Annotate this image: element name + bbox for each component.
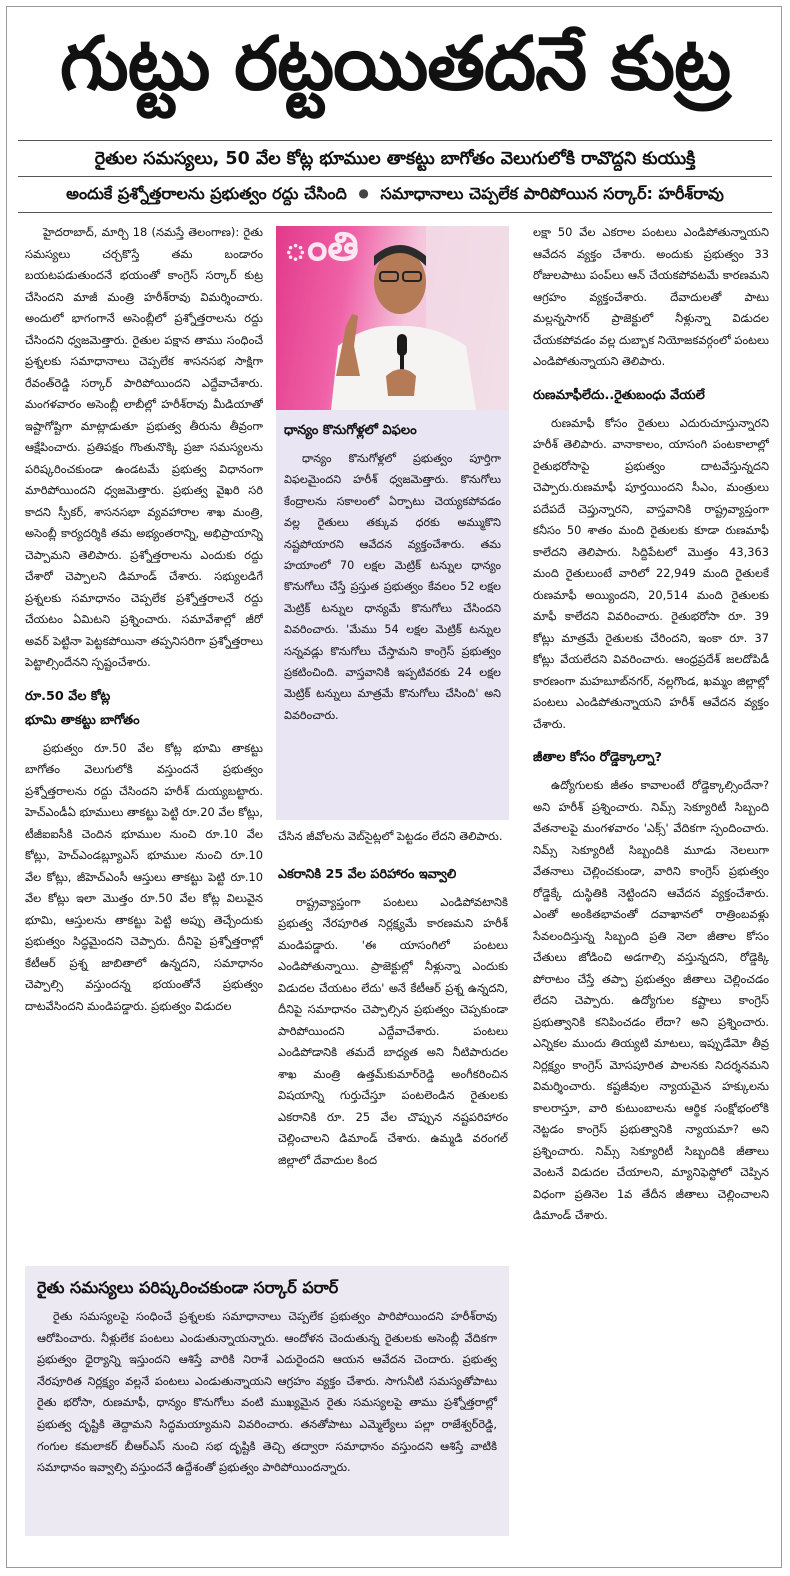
subheading: ఎకరానికి 25 వేల పరిహారం ఇవ్వాలి xyxy=(278,866,457,882)
headline: గుట్టు రట్టయితదనే కుట్ర xyxy=(59,21,731,107)
column-3 xyxy=(533,222,769,1562)
divider xyxy=(18,212,772,213)
divider xyxy=(18,176,772,177)
paragraph: ఉద్యోగులకు జీతం కావాలంటే రోడ్డెక్కాల్సిందేనా? అని హరీశ్ ప్రశ్నించారు. నిమ్స్ సెక్యూరిటీ సిబ్బంది వేతనాలపై మంగళవారం 'ఎక్స్' వేదికగా స్పందించారు. నిమ్స్ సెక్యూరిటీ సిబ్బందికి మూడు నెలలుగా వేతనాలు చెల్లించకుండా, వారిని కాంగ్రెస్ ప్రభుత్వం రోడ్డెక్కే దుస్థితికి నెట్టిందని ఆవేదన వ్యక్తంచేశారు. ఎంతో అంకితభావంతో దవాఖానలో రాత్రింబవళ్లు సేవలందిస్తున్న సిబ్బంది ప్రతి నెలా జీతాల కోసం చేతులు జోడించి అడగాల్సి వస్తున్నదని, రోడ్డెక్కి పోరాటం చేస్తే తప్పా ప్రభుత్వం జీతాలు చెల్లించడం లేదని చెప్పారు. ఉద్యోగుల కష్టాలు కాంగ్రెస్ ప్రభుత్వానికి కనిపించడం లేదా? అని ప్రశ్నించారు. ఎన్నికల ముందు తియ్యటి మాటలు, ఇప్పుడేమో తీవ్ర నిర్లక్ష్యం కాంగ్రెస్ మోసపూరిత పాలనకు నిదర్శనమని విమర్శించారు. కష్టజీవుల న్యాయమైన హక్కులను కాలరాస్తూ, వారి కుటుంబాలను ఆర్థిక సంక్షోభంలోకి నెట్టడం కాంగ్రెస్ ప్రభుత్వానికి న్యాయమా? అని ప్రశ్నించారు. నిమ్స్ సెక్యూరిటీ సిబ్బందికి జీతాలు వెంటనే విడుదల చేయాలని, మ్యానిఫెస్టోలో చెప్పిన విధంగా ప్రతినెల 1వ తేదీన జీతాలు చెల్లించాలని డిమాండ్ చేశారు. xyxy=(533,778,769,1222)
photo-backdrop-text: ంతి xyxy=(284,226,359,270)
subheading: రూ.50 వేల కోట్ల xyxy=(25,688,111,704)
deck-right: సమాధానాలు చెప్పలేక పారిపోయిన సర్కార్: హరీశ్‌రావు xyxy=(380,184,724,203)
boxed-story xyxy=(25,1266,509,1536)
deck-left: అందుకే ప్రశ్నోత్తరాలను ప్రభుత్వం రద్దు చేసింది xyxy=(66,184,347,203)
bullet-icon: ● xyxy=(358,186,369,200)
box-heading: ధాన్యం కొనుగోళ్లలో విఫలం xyxy=(284,423,417,438)
deck xyxy=(18,180,772,207)
column-1 xyxy=(25,222,263,1262)
column-2 xyxy=(278,826,508,1262)
subheading: జీతాల కోసం రోడ్డెక్కాల్నా? xyxy=(533,750,662,765)
divider xyxy=(18,140,772,141)
box-heading: రైతు సమస్యలు పరిష్కరించకుండా సర్కార్ పరార్ xyxy=(37,1278,339,1297)
paragraph: ధాన్యం కొనుగోళ్లలో ప్రభుత్వం పూర్తిగా విఫలమైందని హరీశ్ ధ్వజమెత్తారు. కొనుగోలు కేంద్రాలను సకాలంలో ఏర్పాటు చెయ్యకపోవడం వల్ల రైతులు తక్కువ ధరకు అమ్ముకొని నష్టపోయారని ఆవేదన వ్యక్తంచేశారు. తమ హయాంలో 70 లక్షల మెట్రిక్ టన్నుల ధాన్యం కొనుగోలు చేస్తే ప్రస్తుత ప్రభుత్వం కేవలం 52 లక్షల మెట్రిక్ టన్నుల ధాన్యమే కొనుగోలు చేసిందని వివరించారు. 'మేము 54 లక్షల మెట్రిక్ టన్నుల సన్నవడ్లు కొనుగోలు చేస్తామని కాంగ్రెస్ ప్రభుత్వం ప్రకటించింది. వాస్తవానికి ఇప్పటివరకు 24 లక్షల మెట్రిక్ టన్నులు మాత్రమే కొనుగోలు చేసింది' అని వివరించారు. xyxy=(284,452,501,722)
paragraph: రుణమాఫీ కోసం రైతులు ఎదురుచూస్తున్నారని హరీశ్ తెలిపారు. వానాకాలం, యాసంగి పంటకాలాల్లో రైతుభరోసాపై ప్రభుత్వం దాటవేస్తున్నదని చెప్పారు.రుణమాఫీ పూర్తయిందని సీఎం, మంత్రులు పదేపదే చెప్తున్నారని, వాస్తవానికి రాష్ట్రవ్యాప్తంగా కనీసం 50 శాతం మంది రైతులకు కూడా రుణమాఫీ కాలేదని తెలిపారు. సిద్దిపేటలో మొత్తం 43,363 మంది రైతులుంటే వారిలో 22,949 మంది రైతులకే రుణమాఫీ అయ్యిందని, 20,514 మంది రైతులకు మాఫీ కాలేదని వివరించారు. రైతుభరోసా రూ. 39 కోట్లు మాత్రమే రైతులకు చేరిందని, ఇంకా రూ. 37 కోట్లు వేయలేదని వివరించారు. ఆంధ్రప్రదేశ్ జలదోపిడీ కారణంగా మహబూబ్‌నగర్, నల్లగొండ, ఖమ్మం జిల్లాల్లో పంటలు ఎండిపోతున్నాయని హరీశ్ ఆవేదన వ్యక్తం చేశారు. xyxy=(533,415,769,731)
paragraph: లక్షా 50 వేల ఎకరాల పంటలు ఎండిపోతున్నాయని ఆవేదన వ్యక్తం చేశారు. అందుకు ప్రభుత్వం 33 రోజులపాటు పంప్‌లు ఆన్ చేయకపోవటమే కారణమని ఆగ్రహం వ్యక్తంచేశారు. దేవాదులతో పాటు మల్లన్నసాగర్ ప్రాజెక్టులో నీళ్లున్నా విడుదల చేయకపోవడం వల్ల దుబ్బాక నియోజకవర్గంలో పంటలు ఎండిపోతున్నాయని తెలిపారు. xyxy=(533,225,769,368)
subheadline: రైతుల సమస్యలు, 50 వేల కోట్ల భూముల తాకట్టు బాగోతం వెలుగులోకి రావొద్దని కుయుక్తి xyxy=(94,149,696,169)
paragraph: చేసిన జీవోలను వెబ్‌సైట్లలో పెట్టడం లేదని తెలిపారు. xyxy=(278,829,503,843)
paragraph: ప్రభుత్వం రూ.50 వేల కోట్ల భూమి తాకట్టు బాగోతం వెలుగులోకి వస్తుందనే ప్రభుత్వం ప్రశ్నోత్తరాలను రద్దు చేసిందని హరీశ్ దుయ్యబట్టారు. హెచ్ఎండీఏ భూములు తాకట్టు పెట్టి రూ.20 వేల కోట్లు, టీజీఐఐసీకి చెందిన భూముల నుంచి రూ.10 వేల కోట్లు, హెచ్ఎండబ్ల్యూఎస్ భూముల నుంచి రూ.10 వేల కోట్లు, జీహెచ్ఎంసీ ఆస్తులు తాకట్టు పెట్టి రూ.10 వేల కోట్లు ఇలా మొత్తం రూ.50 వేల కోట్ల విలువైన భూమి, ఆస్తులను తాకట్టు పెట్టి అప్పు తెచ్చేందుకు ప్రభుత్వం సిద్ధమైందని చెప్పారు. దీనిపై ప్రశ్నోత్తరాల్లో కేటీఆర్ ప్రశ్న జాబితాలో ఉన్నదని, సమాధానం చెప్పాల్సి వస్తుందన్న భయంతోనే ప్రభుత్వం దాటవేసిందని మండిపడ్డారు. ప్రభుత్వం విడుదల xyxy=(25,740,263,1013)
sidebar-box-grain xyxy=(276,410,509,820)
paragraph: రైతు సమస్యలపై సంధించే ప్రశ్నలకు సమాధానాలు చెప్పలేక ప్రభుత్వం పారిపోయిందని హరీశ్‌రావు ఆరోపించారు. నీళ్లులేక పంటలు ఎండుతున్నాయన్నారు. ఆందోళన చెందుతున్న రైతులకు అసెంబ్లీ వేదికగా ప్రభుత్వం ధైర్యాన్ని ఇస్తుందని ఆశిస్తే వారికి నిరాశే ఎదురైందని ఆయన ఆవేదన చెందారు. ప్రభుత్వ నేరపూరిత నిర్లక్ష్యం వల్లనే పంటలు ఎండుతున్నాయని ఆగ్రహం వ్యక్తం చేశారు. సాగునీటి సమస్యతోపాటు రైతు భరోసా, రుణమాఫీ, ధాన్యం కొనుగోలు వంటి ముఖ్యమైన రైతు సమస్యలపై తాము ప్రశ్నోత్తరాల్లో ప్రభుత్వ దృష్టికి తెద్దామని సిద్ధమయ్యామని వివరించారు. తనతోపాటు ఎమ్మెల్యేలు పల్లా రాజేశ్వర్‌రెడ్డి, గంగుల కమలాకర్ బీఆర్ఎస్ నుంచి సభ దృష్టికి తెచ్చి తద్వారా సమాధానం వస్తుందని ఆశిస్తే వాటికి సమాధానం ఇవ్వాల్సి వస్తుందనే ఉద్దేశంతో ప్రభుత్వం పారిపోయిందన్నారు. xyxy=(37,1310,497,1475)
photo-harish-rao xyxy=(276,226,509,410)
subheading: రుణమాఫీలేదు..రైతుబంధు వేయలే xyxy=(533,387,705,403)
paragraph: రాష్ట్రవ్యాప్తంగా పంటలు ఎండిపోవటానికి ప్రభుత్వ నేరపూరిత నిర్లక్ష్యమే కారణమని హరీశ్ మండిపడ్డారు. 'ఈ యాసంగిలో పంటలు ఎండిపోతున్నాయి. ప్రాజెక్టుల్లో నీళ్లున్నా ఎందుకు విడుదల చేయటం లేదు' అనే కేటీఆర్ ప్రశ్న ఉన్నదని, దీనిపై సమాధానం చెప్పాల్సిన ప్రభుత్వం చెప్పకుండా పారిపోయిందని ఎద్దేవాచేశారు. పంటలు ఎండిపోడానికి తమదే బాధ్యత అని నీటిపారుదల శాఖ మంత్రి ఉత్తమ్‌కుమార్‌రెడ్డి అంగీకరించిన విషయాన్ని గుర్తుచేస్తూ పంటలెండిన రైతులకు ఎకరానికి రూ. 25 వేల చొప్పున నష్టపరిహారం చెల్లించాలని డిమాండ్ చేశారు. ఉమ్మడి వరంగల్ జిల్లాలో దేవాదుల కింద xyxy=(278,894,508,1167)
paragraph: హైదరాబాద్, మార్చి 18 (నమస్తే తెలంగాణ): రైతు సమస్యలు చర్చకొస్తే తమ బండారం బయటపడుతుందనే భయంతో కాంగ్రెస్ సర్కార్ కుట్ర చేసిందని మాజీ మంత్రి హరీశ్‌రావు విమర్శించారు. అందులో భాగంగానే అసెంబ్లీలో ప్రశ్నోత్తరాలను రద్దు చేసిందని ధ్వజమెత్తారు. రైతుల పక్షాన తాము సంధించే ప్రశ్నలకు సమాధానాలు చెప్పలేక శాసనసభ సాక్షిగా రేవంత్‌రెడ్డి సర్కార్ పారిపోయిందని ఎద్దేవాచేశారు. మంగళవారం అసెంబ్లీ లాబీల్లో హరీశ్‌రావు మీడియాతో ఇష్టాగోష్టిగా మాట్లాడుతూ ప్రభుత్వ తీరును తీవ్రంగా ఆక్షేపించారు. ప్రతిపక్షం గొంతునొక్కి ప్రజా సమస్యలను పరిష్కరించకుండా ఉండటమే ప్రభుత్వ విధానంగా మారిపోయిందని ధ్వజమెత్తారు. ప్రభుత్వ వైఖరి సరి కాదని స్పీకర్, శాసనసభా వ్యవహారాల శాఖ మంత్రి, అసెంబ్లీ కార్యదర్శికి తమ అభ్యంతరాన్ని, అభిప్రాయాన్ని చెప్పామని తెలిపారు. ప్రశ్నోత్తరాలను ఎందుకు రద్దు చేశారో చెప్పాలని డిమాండ్ చేశారు. సభ్యులడిగే ప్రశ్నలకు సమాధానం చెప్పలేక ప్రశ్నోత్తరాలనే రద్దు చేయటం ఏమిటని ప్రశ్నించారు. సమావేశాల్లో జీరో అవర్ పెట్టినా పెట్టకపోయినా తప్పనిసరిగా ప్రశ్నోత్తరాలు పెట్టాల్సిందేనని స్పష్టంచేశారు. xyxy=(25,225,263,669)
subheading: భూమి తాకట్టు బాగోతం xyxy=(25,712,140,728)
